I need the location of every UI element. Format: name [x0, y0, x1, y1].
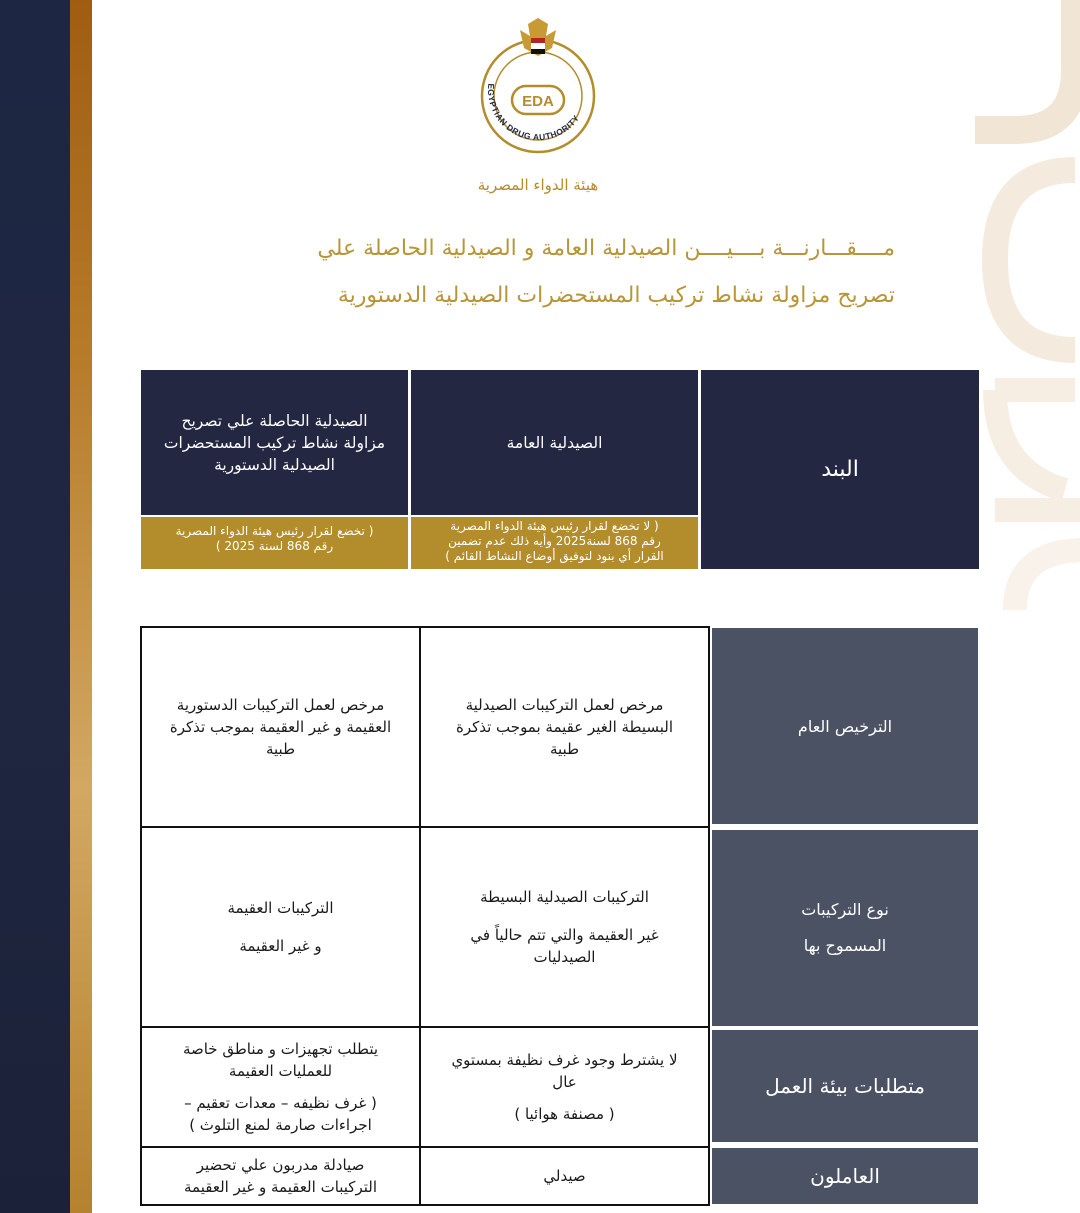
page-title-line-1: مــــقـــارنـــة بــــيــــن الصيدلية العامة و الصيدلية الحاصلة علي [317, 236, 895, 261]
decree-general-line: القرار أي بنود لتوفيق أوضاع النشاط القائم ) [445, 549, 664, 563]
cell-line: صيدلي [543, 1167, 586, 1185]
row-label-text: المسموح بها [803, 936, 887, 955]
row-label-staff [712, 1148, 978, 1204]
row-label-text: الترخيص العام [797, 716, 893, 736]
header-item-text: البند [821, 457, 859, 482]
cell-general-license-licensed [142, 628, 419, 826]
svg-text:EGYPTIAN DRUG AUTHORITY [486, 83, 581, 142]
cell-line: للعمليات العقيمة [228, 1062, 333, 1080]
cell-work-environment-general [421, 1028, 708, 1146]
header-licensed-text [164, 410, 385, 476]
cell-compound-type-general [421, 828, 708, 1026]
header-general-pharmacy [411, 370, 698, 515]
decree-licensed-line: رقم 868 لسنة 2025 ) [215, 539, 334, 553]
cell-line: عال [552, 1073, 577, 1091]
logo-arabic-name: هيئة الدواء المصرية [477, 176, 599, 194]
cell-line: و غير العقيمة [239, 937, 322, 955]
decree-general-line: ( لا تخضع لقرار رئيس هيئة الدواء المصرية [450, 519, 659, 533]
cell-line: العقيمة و غير العقيمة بموجب تذكرة [169, 718, 392, 736]
decree-licensed-line: ( تخضع لقرار رئيس هيئة الدواء المصرية [175, 524, 374, 538]
header-licensed-line: الصيدلية الحاصلة علي تصريح [181, 411, 368, 430]
logo-mark-text: EDA [522, 93, 554, 110]
decree-licensed [141, 517, 408, 569]
cell-line: التركيبات العقيمة [227, 899, 334, 917]
row-label-text: نوع التركيبات [801, 900, 889, 919]
cell-line: الصيدليات [533, 948, 596, 966]
cell-line: صيادلة مدربون علي تحضير [196, 1156, 365, 1174]
cell-line: يتطلب تجهيزات و مناطق خاصة [182, 1040, 379, 1058]
cell-line: لا يشترط وجود غرف نظيفة بمستوي [451, 1051, 678, 1069]
cell-line: التركيبات العقيمة و غير العقيمة [184, 1178, 377, 1196]
decree-general-line: رقم 868 لسنة2025 وأيه ذلك عدم تضمين [448, 534, 661, 548]
cell-line: مرخص لعمل التركيبات الدستورية [176, 696, 385, 714]
cell-line: ( غرف نظيفه – معدات تعقيم – [184, 1094, 377, 1112]
row-label-text: متطلبات بيئة العمل [765, 1074, 925, 1098]
eda-logo [468, 14, 608, 204]
cell-line: غير العقيمة والتي تتم حالياً في [470, 926, 659, 944]
cell-line: اجراءات صارمة لمنع التلوث ) [189, 1116, 372, 1134]
page-title-line-2: تصريح مزاولة نشاط تركيب المستحضرات الصيدلية الدستورية [337, 283, 895, 308]
logo-arc-text: EGYPTIAN DRUG AUTHORITY [485, 83, 582, 143]
row-label-compound-type [712, 830, 978, 1026]
row-label-text: العاملون [810, 1164, 880, 1188]
decree-general [411, 517, 698, 569]
cell-compound-type-licensed [142, 828, 419, 1026]
eda-logo-emblem [468, 14, 608, 204]
row-label-general-license [712, 628, 978, 824]
cell-staff-licensed [142, 1148, 419, 1204]
cell-general-license-general [421, 628, 708, 826]
header-general-text: الصيدلية العامة [506, 433, 603, 452]
header-licensed-line: الصيدلية الدستورية [214, 455, 335, 474]
side-stripe-gold [70, 0, 92, 1213]
cell-line: ( مصنفة هوائيا ) [514, 1105, 615, 1123]
cell-line: التركيبات الصيدلية البسيطة [480, 888, 649, 906]
cell-line: طبية [265, 740, 296, 758]
cell-line: مرخص لعمل التركيبات الصيدلية [465, 696, 664, 714]
cell-work-environment-licensed [142, 1028, 419, 1146]
header-item [701, 370, 979, 569]
row-label-work-environment [712, 1030, 978, 1142]
side-bar-navy [0, 0, 72, 1213]
header-licensed-line: مزاولة نشاط تركيب المستحضرات [163, 433, 386, 452]
cell-line: البسيطة الغير عقيمة بموجب تذكرة [455, 718, 674, 736]
cell-staff-general [421, 1148, 708, 1204]
cell-line: طبية [549, 740, 580, 758]
header-licensed-pharmacy [141, 370, 408, 515]
